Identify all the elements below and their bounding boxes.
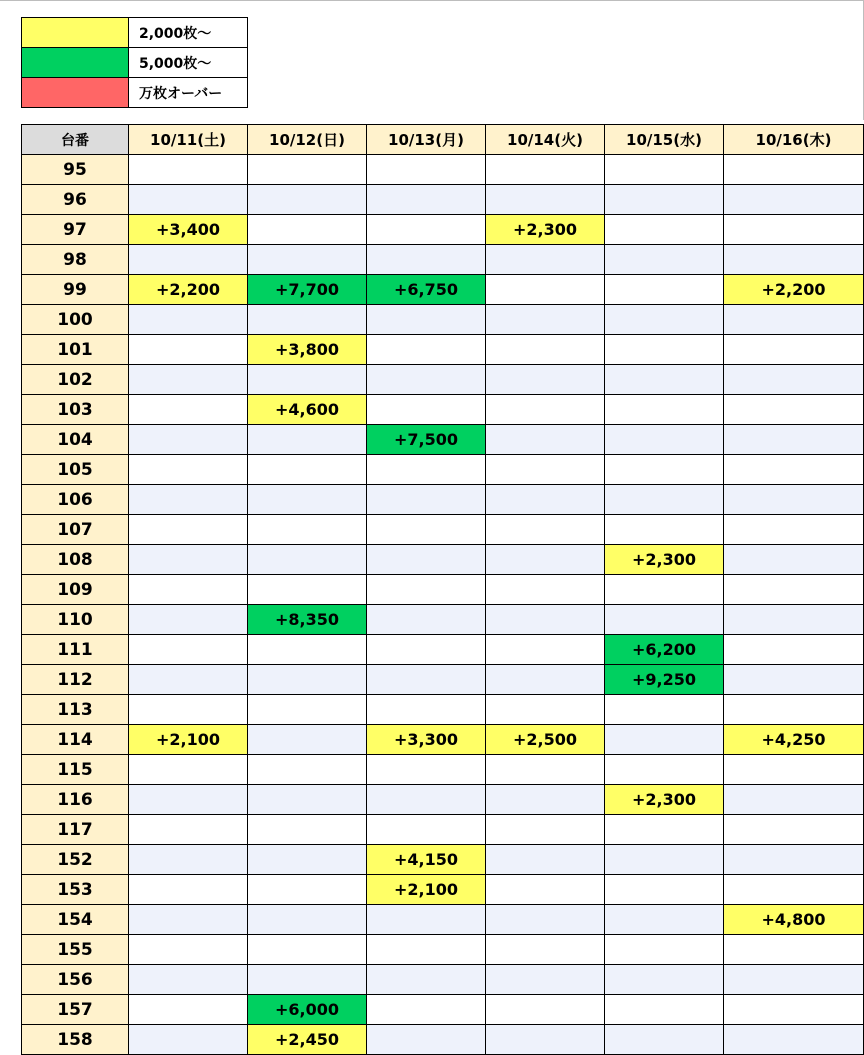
result-cell <box>486 335 605 365</box>
result-cell <box>605 995 724 1025</box>
result-cell <box>248 545 367 575</box>
result-cell <box>248 425 367 455</box>
machine-number-cell: 109 <box>22 575 129 605</box>
result-cell <box>605 935 724 965</box>
table-row <box>22 1025 864 1055</box>
result-cell <box>367 815 486 845</box>
result-cell <box>724 665 864 695</box>
header-row <box>22 125 864 155</box>
machine-number-cell: 115 <box>22 755 129 785</box>
machine-number-cell: 100 <box>22 305 129 335</box>
table-row <box>22 395 864 425</box>
legend-label: 万枚オーバー <box>129 78 248 108</box>
result-cell <box>248 575 367 605</box>
result-cell <box>248 185 367 215</box>
result-cell <box>129 1025 248 1055</box>
machine-number-cell: 116 <box>22 785 129 815</box>
result-cell <box>605 485 724 515</box>
result-cell <box>486 815 605 845</box>
result-cell <box>367 995 486 1025</box>
date-header: 10/11(土) <box>129 125 248 155</box>
machine-number-cell: 158 <box>22 1025 129 1055</box>
result-cell <box>129 995 248 1025</box>
table-row <box>22 155 864 185</box>
legend-row <box>22 48 248 78</box>
result-cell <box>367 245 486 275</box>
result-cell: +2,300 <box>486 215 605 245</box>
machine-number-cell: 101 <box>22 335 129 365</box>
result-cell <box>129 845 248 875</box>
result-cell <box>367 1025 486 1055</box>
result-cell <box>248 815 367 845</box>
result-cell <box>367 515 486 545</box>
machine-number-cell: 104 <box>22 425 129 455</box>
result-cell: +2,300 <box>605 545 724 575</box>
result-cell <box>486 305 605 335</box>
result-cell <box>129 935 248 965</box>
machine-number-cell: 113 <box>22 695 129 725</box>
result-cell <box>129 245 248 275</box>
result-cell <box>486 785 605 815</box>
machine-number-cell: 112 <box>22 665 129 695</box>
result-cell <box>129 515 248 545</box>
result-cell <box>248 965 367 995</box>
result-cell <box>724 545 864 575</box>
result-cell <box>486 395 605 425</box>
result-cell: +6,750 <box>367 275 486 305</box>
table-row <box>22 785 864 815</box>
result-cell <box>129 545 248 575</box>
result-cell <box>724 395 864 425</box>
machine-number-cell: 95 <box>22 155 129 185</box>
result-cell <box>724 455 864 485</box>
result-cell: +3,800 <box>248 335 367 365</box>
result-cell <box>724 965 864 995</box>
result-cell <box>248 755 367 785</box>
result-cell <box>486 485 605 515</box>
date-header: 10/14(火) <box>486 125 605 155</box>
result-cell: +6,000 <box>248 995 367 1025</box>
result-cell <box>486 695 605 725</box>
table-row <box>22 215 864 245</box>
result-cell <box>605 245 724 275</box>
table-row <box>22 365 864 395</box>
machine-number-cell: 114 <box>22 725 129 755</box>
result-cell <box>129 695 248 725</box>
result-cell <box>367 605 486 635</box>
machine-number-cell: 98 <box>22 245 129 275</box>
result-cell <box>486 425 605 455</box>
legend-swatch-red <box>22 78 129 108</box>
result-cell <box>486 635 605 665</box>
result-cell <box>605 755 724 785</box>
result-cell <box>605 455 724 485</box>
result-cell <box>486 965 605 995</box>
machine-number-cell: 152 <box>22 845 129 875</box>
result-cell <box>248 875 367 905</box>
result-cell <box>724 605 864 635</box>
result-cell: +7,500 <box>367 425 486 455</box>
result-cell: +2,500 <box>486 725 605 755</box>
result-cell: +3,300 <box>367 725 486 755</box>
result-cell <box>367 395 486 425</box>
result-cell <box>605 905 724 935</box>
result-cell <box>129 395 248 425</box>
color-legend <box>21 17 248 108</box>
result-cell <box>367 905 486 935</box>
result-cell <box>248 305 367 335</box>
table-row <box>22 755 864 785</box>
result-cell <box>367 365 486 395</box>
result-cell <box>129 755 248 785</box>
result-cell <box>129 635 248 665</box>
result-cell <box>724 875 864 905</box>
result-cell <box>724 245 864 275</box>
result-cell <box>486 155 605 185</box>
result-cell <box>486 905 605 935</box>
result-cell <box>724 155 864 185</box>
result-cell: +4,150 <box>367 845 486 875</box>
result-cell <box>724 575 864 605</box>
result-cell <box>367 575 486 605</box>
result-cell <box>129 155 248 185</box>
result-cell <box>486 515 605 545</box>
machine-number-cell: 106 <box>22 485 129 515</box>
result-cell <box>367 185 486 215</box>
result-cell <box>724 635 864 665</box>
result-cell <box>367 755 486 785</box>
result-cell <box>367 335 486 365</box>
result-cell <box>605 185 724 215</box>
machine-number-cell: 105 <box>22 455 129 485</box>
result-cell <box>724 185 864 215</box>
machine-number-cell: 117 <box>22 815 129 845</box>
table-row <box>22 515 864 545</box>
result-cell <box>724 215 864 245</box>
result-cell <box>248 155 367 185</box>
machine-number-cell: 111 <box>22 635 129 665</box>
table-row <box>22 185 864 215</box>
result-cell <box>486 935 605 965</box>
result-cell <box>129 575 248 605</box>
result-cell <box>486 665 605 695</box>
result-cell <box>248 935 367 965</box>
result-cell <box>486 245 605 275</box>
date-header: 10/12(日) <box>248 125 367 155</box>
result-cell <box>129 905 248 935</box>
result-cell <box>605 215 724 245</box>
result-cell: +9,250 <box>605 665 724 695</box>
result-cell <box>367 305 486 335</box>
result-cell: +3,400 <box>129 215 248 245</box>
machine-number-cell: 107 <box>22 515 129 545</box>
legend-swatch-green <box>22 48 129 78</box>
result-cell: +2,450 <box>248 1025 367 1055</box>
table-row <box>22 635 864 665</box>
results-table <box>21 124 864 1055</box>
table-row <box>22 995 864 1025</box>
result-cell <box>486 455 605 485</box>
result-cell <box>605 395 724 425</box>
machine-number-cell: 103 <box>22 395 129 425</box>
result-cell <box>367 485 486 515</box>
result-cell <box>605 575 724 605</box>
result-cell <box>367 545 486 575</box>
machine-number-cell: 153 <box>22 875 129 905</box>
table-row <box>22 305 864 335</box>
result-cell: +2,200 <box>129 275 248 305</box>
result-cell <box>248 665 367 695</box>
result-cell <box>248 635 367 665</box>
result-cell <box>129 965 248 995</box>
result-cell <box>248 365 367 395</box>
table-row <box>22 245 864 275</box>
machine-number-cell: 110 <box>22 605 129 635</box>
result-cell <box>129 305 248 335</box>
result-cell <box>129 815 248 845</box>
result-cell <box>605 605 724 635</box>
result-cell <box>248 215 367 245</box>
table-row <box>22 335 864 365</box>
result-cell <box>248 845 367 875</box>
date-header: 10/16(木) <box>724 125 864 155</box>
table-row <box>22 815 864 845</box>
result-cell: +2,300 <box>605 785 724 815</box>
result-cell <box>486 275 605 305</box>
table-row <box>22 485 864 515</box>
result-cell <box>605 365 724 395</box>
result-cell <box>367 155 486 185</box>
result-cell <box>129 425 248 455</box>
result-cell <box>367 635 486 665</box>
machine-number-cell: 154 <box>22 905 129 935</box>
machine-number-header: 台番 <box>22 125 129 155</box>
result-cell <box>605 275 724 305</box>
result-cell <box>367 935 486 965</box>
result-cell <box>605 965 724 995</box>
result-cell <box>724 695 864 725</box>
result-cell <box>724 425 864 455</box>
result-cell <box>367 695 486 725</box>
result-cell: +2,100 <box>367 875 486 905</box>
result-cell <box>486 845 605 875</box>
top-border-line <box>0 0 864 1</box>
date-header: 10/15(水) <box>605 125 724 155</box>
result-cell <box>248 725 367 755</box>
result-cell <box>724 815 864 845</box>
result-cell <box>605 425 724 455</box>
table-body <box>22 155 864 1055</box>
result-cell <box>724 935 864 965</box>
table-row <box>22 545 864 575</box>
machine-number-cell: 155 <box>22 935 129 965</box>
result-cell <box>605 815 724 845</box>
result-cell <box>724 785 864 815</box>
result-cell <box>248 485 367 515</box>
table-row <box>22 845 864 875</box>
result-cell <box>129 335 248 365</box>
result-cell <box>605 875 724 905</box>
result-cell <box>724 335 864 365</box>
result-cell <box>724 305 864 335</box>
result-cell <box>367 665 486 695</box>
result-cell <box>248 455 367 485</box>
machine-number-cell: 96 <box>22 185 129 215</box>
machine-number-cell: 156 <box>22 965 129 995</box>
result-cell <box>129 485 248 515</box>
machine-number-cell: 157 <box>22 995 129 1025</box>
result-cell: +6,200 <box>605 635 724 665</box>
result-cell <box>248 905 367 935</box>
result-cell <box>248 695 367 725</box>
table-row <box>22 425 864 455</box>
result-cell <box>486 575 605 605</box>
result-cell <box>724 755 864 785</box>
table-row <box>22 605 864 635</box>
legend-row <box>22 78 248 108</box>
result-cell: +8,350 <box>248 605 367 635</box>
result-cell <box>367 965 486 995</box>
machine-number-cell: 99 <box>22 275 129 305</box>
result-cell <box>248 785 367 815</box>
result-cell <box>724 515 864 545</box>
result-cell <box>724 485 864 515</box>
result-cell <box>486 755 605 785</box>
result-cell <box>605 305 724 335</box>
result-cell <box>129 365 248 395</box>
table-row <box>22 725 864 755</box>
machine-number-cell: 102 <box>22 365 129 395</box>
result-cell <box>129 605 248 635</box>
legend-label: 5,000枚～ <box>129 48 248 78</box>
result-cell <box>248 515 367 545</box>
result-cell <box>605 845 724 875</box>
result-cell <box>724 995 864 1025</box>
result-cell <box>129 455 248 485</box>
table-row <box>22 935 864 965</box>
result-cell <box>367 455 486 485</box>
result-cell: +2,200 <box>724 275 864 305</box>
table-row <box>22 965 864 995</box>
result-cell <box>129 785 248 815</box>
result-cell <box>486 365 605 395</box>
machine-number-cell: 108 <box>22 545 129 575</box>
result-cell <box>724 845 864 875</box>
table-row <box>22 275 864 305</box>
result-cell <box>486 545 605 575</box>
date-header: 10/13(月) <box>367 125 486 155</box>
result-cell: +7,700 <box>248 275 367 305</box>
result-cell <box>129 665 248 695</box>
legend-row <box>22 18 248 48</box>
table-row <box>22 905 864 935</box>
result-cell: +4,800 <box>724 905 864 935</box>
result-cell: +4,600 <box>248 395 367 425</box>
result-cell <box>486 605 605 635</box>
result-cell: +4,250 <box>724 725 864 755</box>
result-cell <box>486 185 605 215</box>
table-row <box>22 455 864 485</box>
result-cell <box>605 155 724 185</box>
result-cell <box>605 515 724 545</box>
result-cell <box>248 245 367 275</box>
result-cell <box>486 1025 605 1055</box>
result-cell <box>367 785 486 815</box>
result-cell <box>605 335 724 365</box>
result-cell <box>486 995 605 1025</box>
result-cell <box>367 215 486 245</box>
table-row <box>22 575 864 605</box>
legend-swatch-yellow <box>22 18 129 48</box>
table-row <box>22 665 864 695</box>
result-cell <box>605 725 724 755</box>
table-row <box>22 695 864 725</box>
result-cell <box>724 1025 864 1055</box>
result-cell <box>605 695 724 725</box>
legend-label: 2,000枚～ <box>129 18 248 48</box>
result-cell <box>129 875 248 905</box>
result-cell <box>486 875 605 905</box>
result-cell: +2,100 <box>129 725 248 755</box>
table-row <box>22 875 864 905</box>
machine-number-cell: 97 <box>22 215 129 245</box>
result-cell <box>605 1025 724 1055</box>
result-cell <box>724 365 864 395</box>
result-cell <box>129 185 248 215</box>
